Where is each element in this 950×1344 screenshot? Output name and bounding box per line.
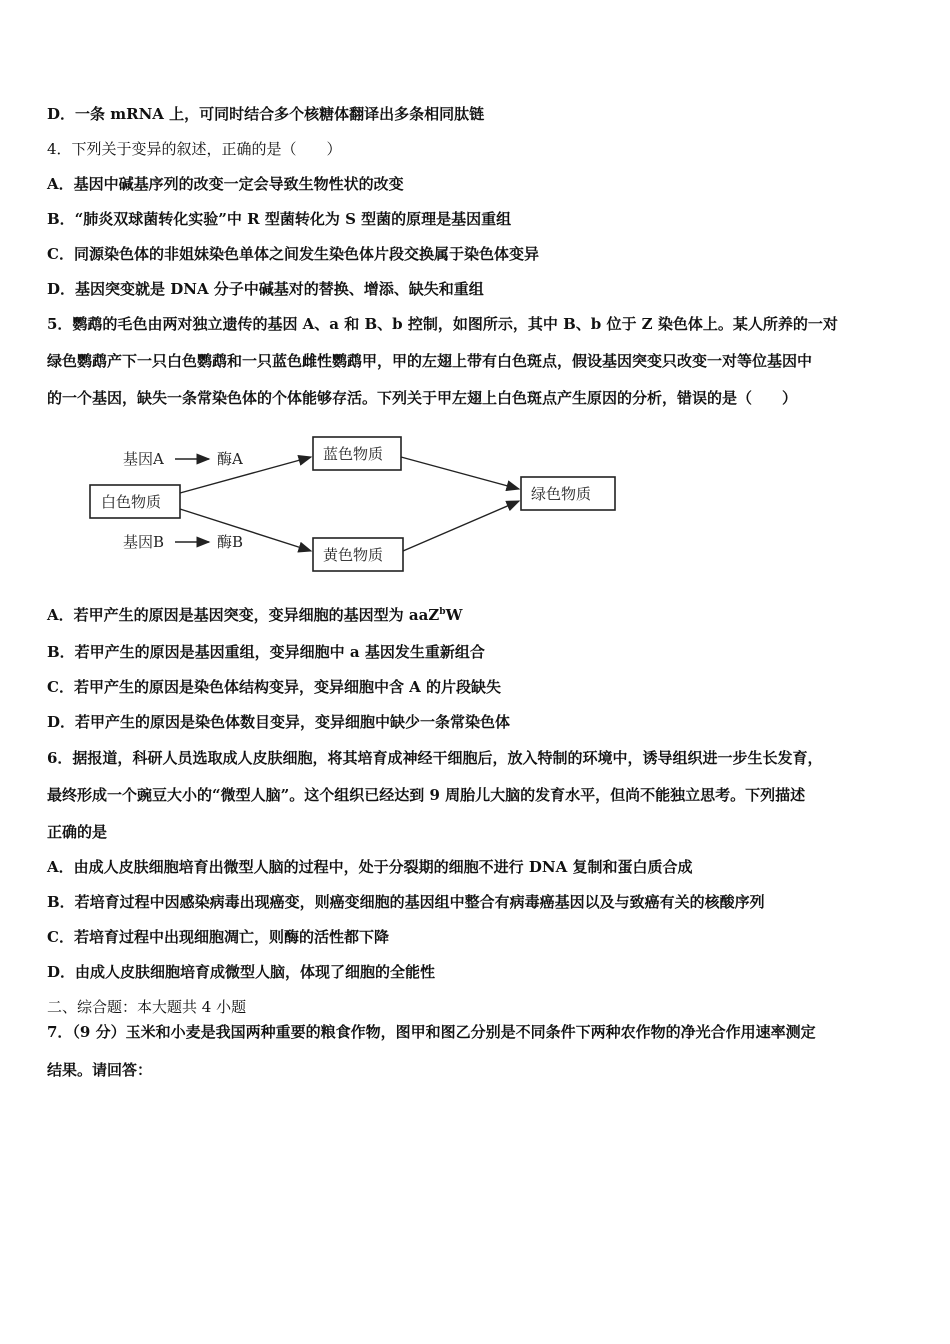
q5-stem-line3: 的一个基因，缺失一条常染色体的个体能够存活。下列关于甲左翅上白色斑点产生原因的分析，错误的是（ ） [47,389,798,407]
q7-stem-line1: 7．（9 分）玉米和小麦是我国两种重要的粮食作物，图甲和图乙分别是不同条件下两种农作物的净光合作用速率测定 [47,1023,816,1041]
q6-option-b: B．若培育过程中因感染病毒出现癌变，则癌变细胞的基因组中整合有病毒癌基因以及与致癌有关的核酸序列 [47,893,765,911]
blue-to-green-arrow [401,457,519,489]
q4-option-d: D．基因突变就是 DNA 分子中碱基对的替换、增添、缺失和重组 [47,280,484,298]
q5-option-c: C．若甲产生的原因是染色体结构变异，变异细胞中含 A 的片段缺失 [47,678,502,696]
q4-option-c: C．同源染色体的非姐妹染色单体之间发生染色体片段交换属于染色体变异 [47,245,539,263]
q6-option-a: A．由成人皮肤细胞培育出微型人脑的过程中，处于分裂期的细胞不进行 DNA 复制和蛋白质合成 [47,858,693,876]
white-substance-label: 白色物质 [101,493,162,511]
q6-stem-line1: 6．据报道，科研人员选取成人皮肤细胞，将其培育成神经干细胞后，放入特制的环境中，诱导组织进一步生长发育， [47,749,823,767]
gene-b-label: 基因B [123,533,165,551]
yellow-substance-label: 黄色物质 [323,546,384,564]
q6-option-c: C．若培育过程中出现细胞凋亡，则酶的活性都下降 [47,928,389,946]
yellow-to-green-arrow [403,501,519,551]
green-substance-label: 绿色物质 [531,485,592,503]
q6-stem-line2: 最终形成一个豌豆大小的“微型人脑”。这个组织已经达到 9 周胎儿大脑的发育水平，但尚不能独立思考。下列描述 [47,786,806,804]
q5-option-a-text: A．若甲产生的原因是基因突变，变异细胞的基因型为 aaZ [47,606,440,624]
gene-a-label: 基因A [123,450,164,468]
q5-option-a [47,605,462,625]
q4-option-a: A．基因中碱基序列的改变一定会导致生物性状的改变 [47,175,404,193]
blue-substance-label: 蓝色物质 [323,445,384,463]
q6-option-d: D．由成人皮肤细胞培育成微型人脑，体现了细胞的全能性 [47,963,436,981]
q5-stem-line1: 5．鹦鹉的毛色由两对独立遗传的基因 A、a 和 B、b 控制，如图所示，其中 B、b 位于 Z 染色体上。某人所养的一对 [47,315,838,333]
q7-stem-line2: 结果。请回答： [47,1061,153,1079]
q5-stem-line2: 绿色鹦鹉产下一只白色鹦鹉和一只蓝色雌性鹦鹉甲，甲的左翅上带有白色斑点，假设基因突变只改变一对等位基因中 [47,352,813,370]
q4-stem: 4．下列关于变异的叙述，正确的是（ ） [47,140,342,158]
q5-option-b: B．若甲产生的原因是基因重组，变异细胞中 a 基因发生重新组合 [47,643,485,661]
white-to-yellow-arrow [180,509,311,551]
q5-option-d: D．若甲产生的原因是染色体数目变异，变异细胞中缺少一条常染色体 [47,713,511,731]
pigment-pathway-diagram [85,425,625,585]
q3-option-d: D．一条 mRNA 上，可同时结合多个核糖体翻译出多条相同肽链 [47,105,485,123]
enzyme-b-label: 酶B [217,533,244,551]
section-heading: 二、综合题：本大题共 4 小题 [47,998,247,1016]
q6-stem-line3: 正确的是 [47,823,108,841]
enzyme-a-label: 酶A [217,450,243,468]
white-to-blue-arrow [180,457,311,493]
q4-option-b: B．“肺炎双球菌转化实验”中 R 型菌转化为 S 型菌的原理是基因重组 [47,210,512,228]
q5-option-a-superscript: b [439,607,446,617]
q5-option-a-suffix: W [445,606,463,624]
